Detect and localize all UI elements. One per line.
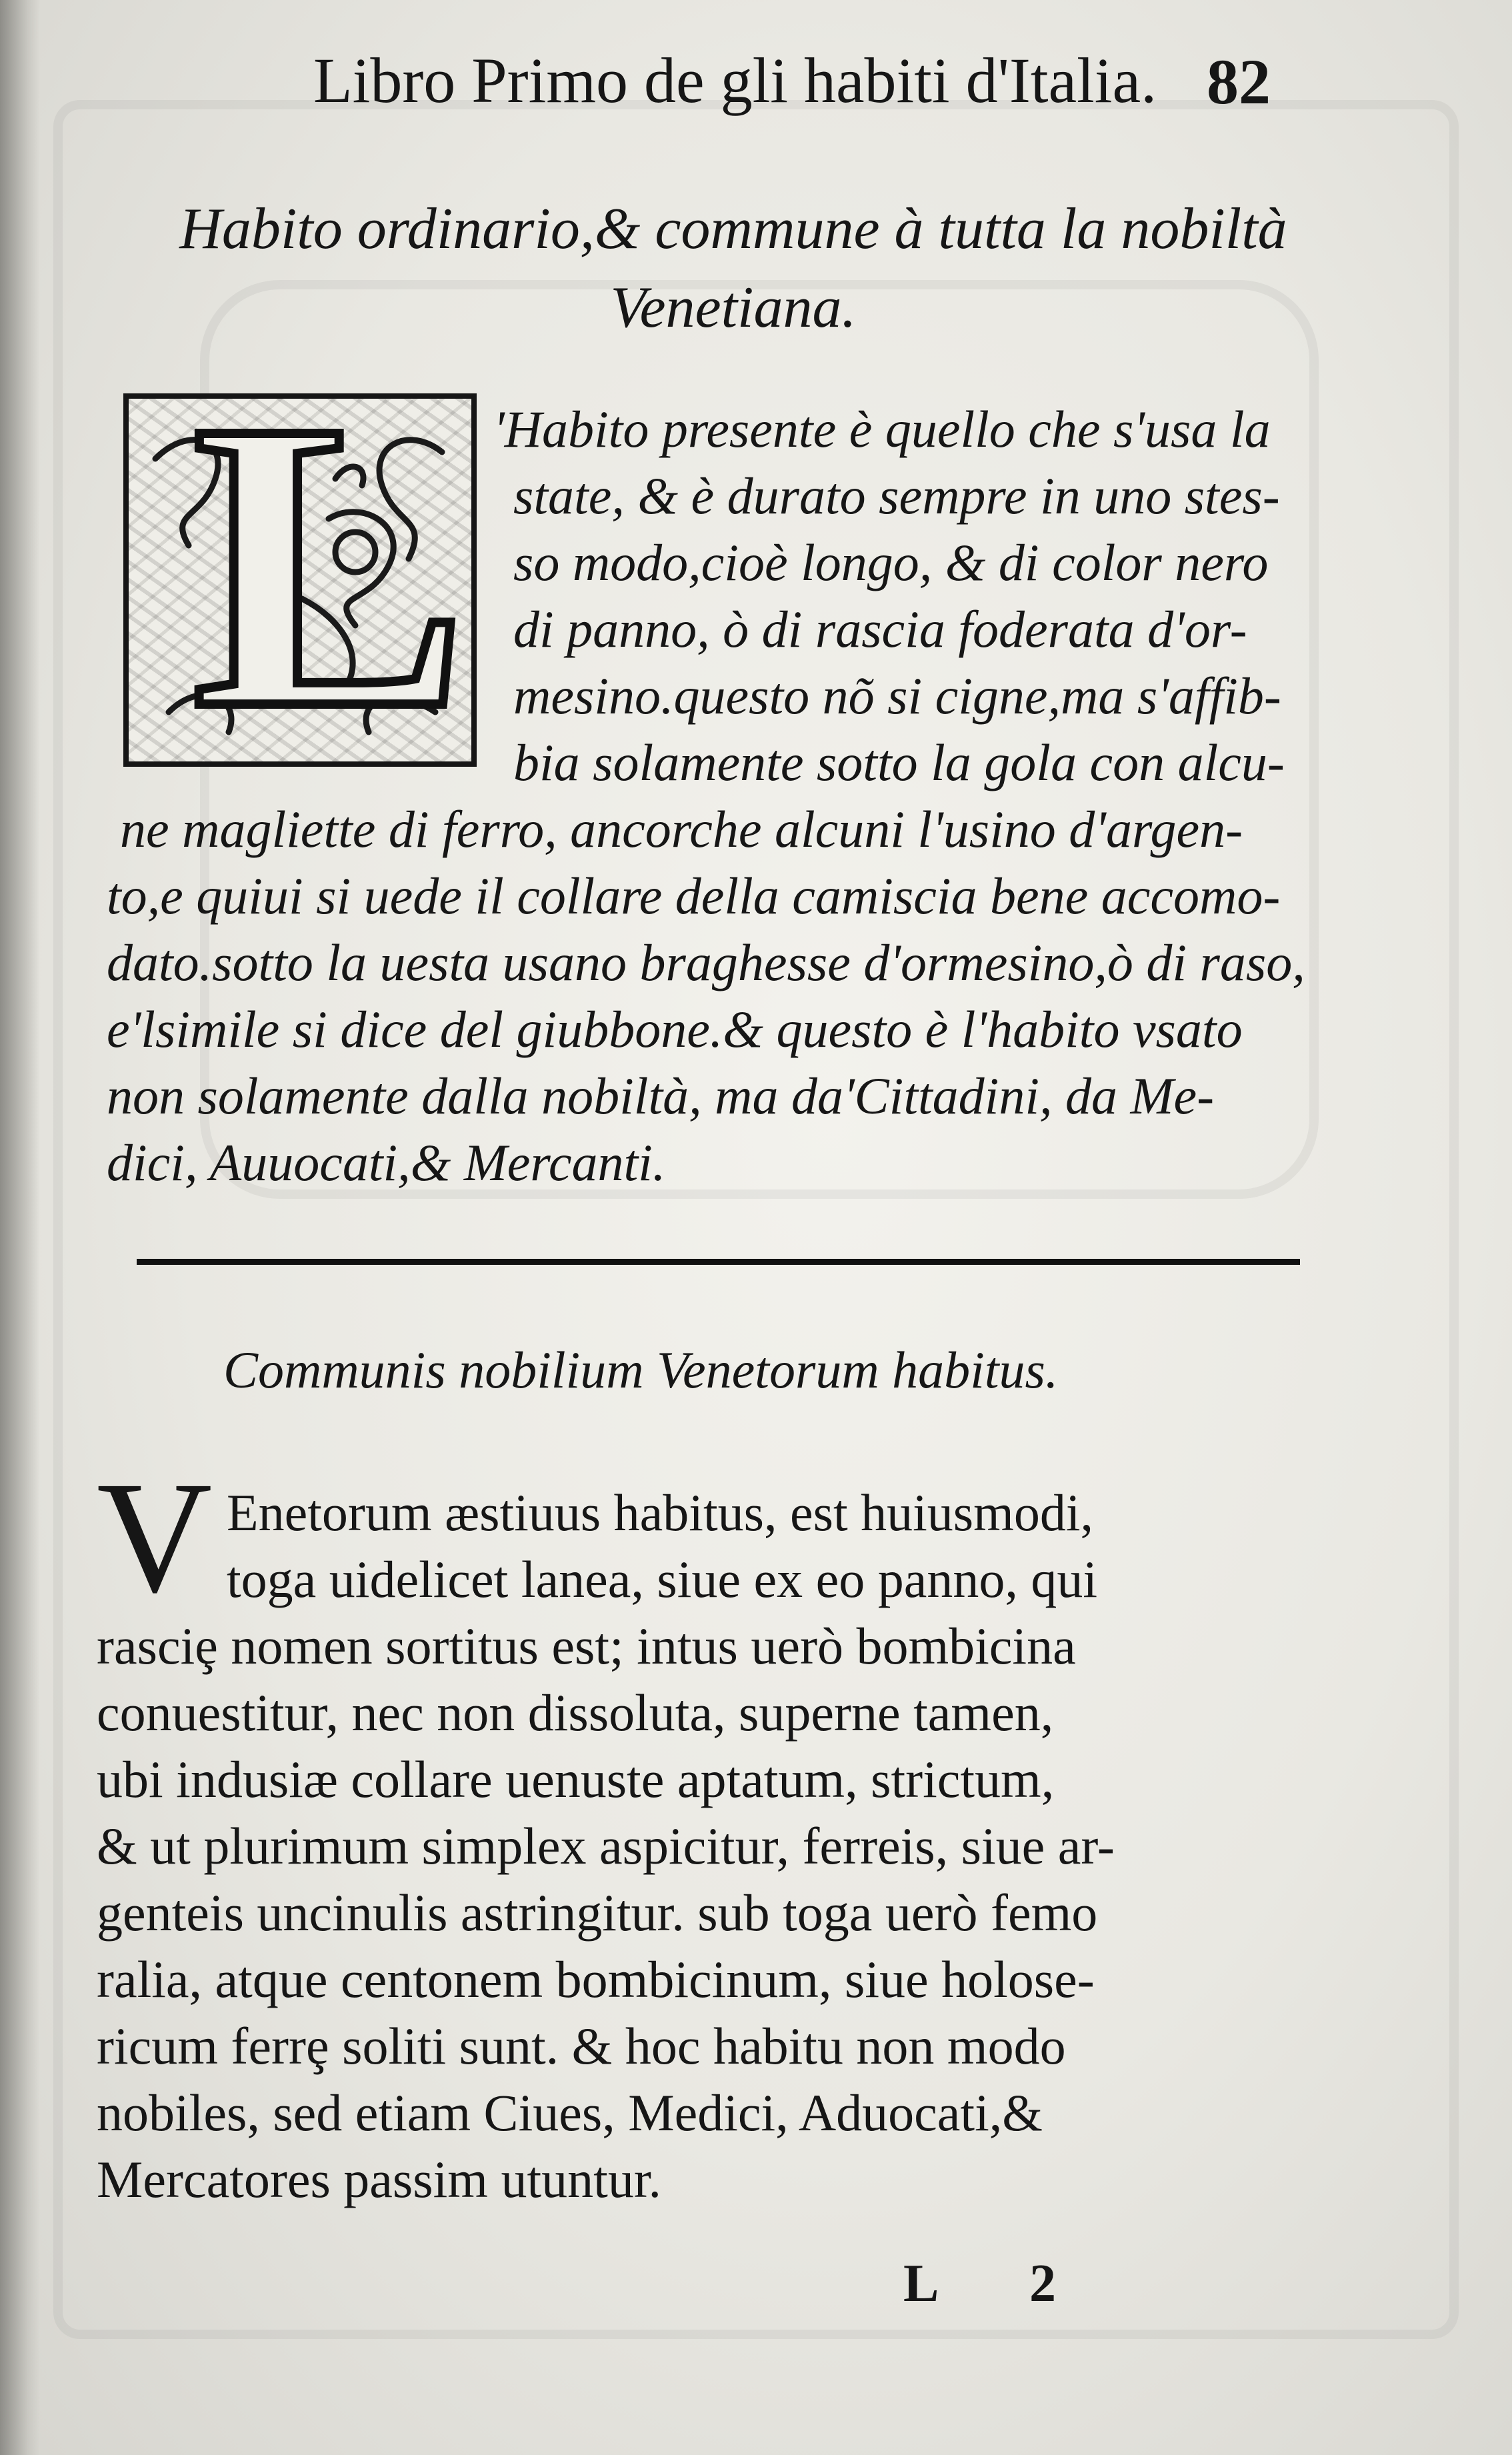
text-line: Mercatores passim utuntur. [97,2150,661,2208]
section-divider [137,1259,1300,1265]
text-line: mesino.questo nõ si cigne,ma s'affib- [513,667,1281,725]
text-line: so modo,cioè longo, & di color nero [513,533,1269,591]
gathering-signature: L 2 [903,2254,1096,2313]
drop-cap-letter: L [192,393,468,767]
text-line: e'lsimile si dice del giubbone.& questo è l'habito vsato [107,1000,1243,1058]
italian-section-title [133,190,1333,347]
text-line: dici, Auuocati,& Mercanti. [107,1133,666,1191]
text-line: di panno, ò di rascia foderata d'or- [513,600,1247,658]
running-head: Libro Primo de gli habiti d'Italia. [313,45,1157,116]
text-line: conuestitur, nec non dissoluta, superne tamen, [97,1684,1054,1742]
latin-section-title: Communis nobilium Venetorum habitus. [223,1341,1059,1399]
text-line: ubi indusiæ collare uenuste aptatum, strictum, [97,1750,1055,1808]
text-line: bia solamente sotto la gola con alcu- [513,733,1285,791]
ornamental-initial [123,393,477,767]
text-line: ralia, atque centonem bombicinum, siue holose- [97,1950,1095,2008]
latin-drop-cap: V [97,1448,213,1626]
text-line: 'Habito presente è quello che s'usa la [493,400,1271,458]
text-line: to,e quiui si uede il collare della camiscia bene accomo- [107,867,1281,925]
page-gutter-shadow [0,0,40,2455]
text-line: nobiles, sed etiam Ciues, Medici, Aduocati,& [97,2084,1043,2142]
text-line: ne magliette di ferro, ancorche alcuni l'usino d'argen- [120,800,1243,858]
italian-title-line: Habito ordinario,& commune à tutta la nobiltà [179,197,1287,261]
text-line: dato.sotto la uesta usano braghesse d'ormesino,ò di raso, [107,933,1305,991]
page-number: 82 [1207,46,1271,117]
text-line: state, & è durato sempre in uno stes- [513,467,1280,525]
italian-title-line: Venetiana. [610,275,857,340]
text-line: genteis uncinulis astringitur. sub toga uerò femo [97,1884,1098,1942]
page-header [0,37,1512,123]
text-line: ricum ferrȩ soliti sunt. & hoc habitu non modo [97,2017,1066,2075]
text-line: non solamente dalla nobiltà, ma da'Cittadini, da Me- [107,1067,1215,1125]
text-line: Enetorum æstiuus habitus, est huiusmodi, [227,1484,1093,1542]
text-line: toga uidelicet lanea, siue ex eo panno, qui [227,1550,1098,1608]
text-line: rasciȩ nomen sortitus est; intus uerò bombicina [97,1617,1076,1675]
text-line: & ut plurimum simplex aspicitur, ferreis, siue ar- [97,1817,1115,1875]
